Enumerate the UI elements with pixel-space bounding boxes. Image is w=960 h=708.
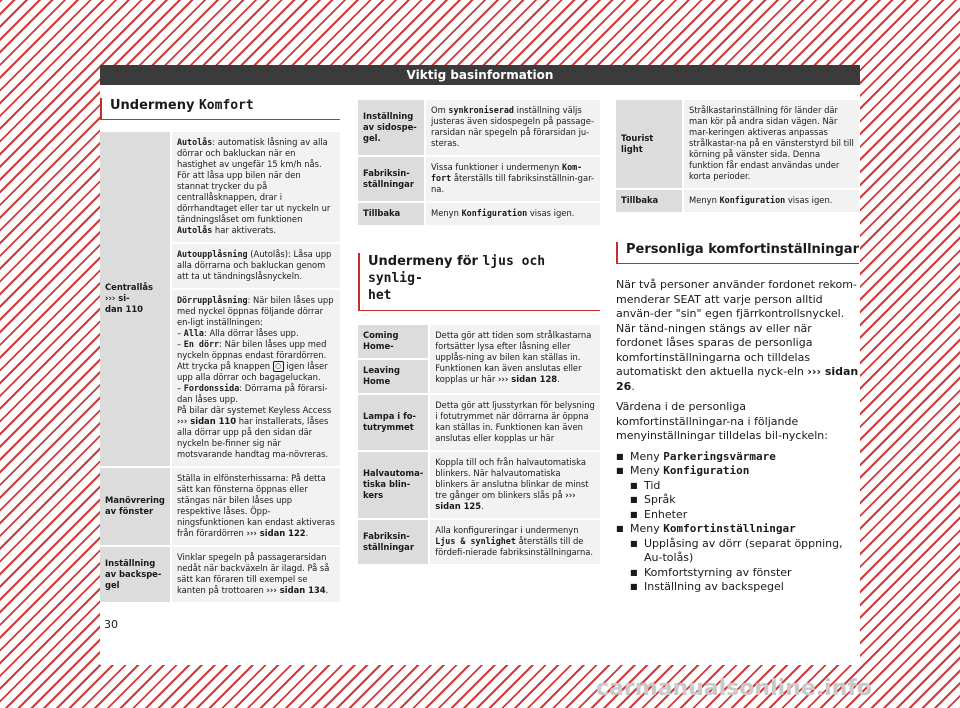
cell-manovrering: Ställa in elfönsterhissarna: På detta sätt kan fönsterna öppnas eller stängas när bilen låses upp respektive låses. Öpp-ningsfunktionen kan endast aktiveras från förardörren ››› sidan 122.	[171, 467, 340, 546]
row-head-manovrering: Manövrering av fönster	[100, 467, 171, 546]
list-item: ■ Upplåsing av dörr (separat öppning, Au-tolås)	[630, 537, 859, 566]
paragraph: När två personer använder fordonet rekom-menderar SEAT att varje person alltid använ-der "sin" egen fjärrkontrollsnyckel. När tänd-ningen stängs av eller när fordonet låses sparas de personliga komfortinställningarna och tilldelas automatiskt den aktuella nyck-eln ››› sidan 26.	[616, 278, 859, 393]
page-number: 30	[104, 618, 118, 631]
row-head-sidospegel: Inställning av sidospe-gel.	[358, 100, 425, 156]
menu-list	[616, 450, 859, 595]
cell-tourist-light: Strålkastarinställning för länder där man kör på andra sidan vägen. När mar-keringen aktiveras anpassas strålkastar-na på en vänsterstyrd bil till körning på vänster sida. Denna funktion får endast användas under korta perioder.	[683, 100, 859, 189]
left-column	[100, 98, 340, 604]
komfort-table-continued	[358, 100, 600, 227]
table-row	[358, 394, 600, 451]
list-item: ■ Meny Parkeringsvärmare	[616, 450, 859, 465]
row-head-tillbaka-ljus: Tillbaka	[616, 189, 683, 213]
table-row	[616, 189, 859, 213]
table-row	[358, 202, 600, 226]
personliga-body	[616, 278, 859, 595]
cell-lampa-fotutrymmet: Detta gör att ljusstyrkan för belysning i fotutrymmet när dörrarna är öppna kan ställas in. Funktionen kan även anslutas eller kopplas ur här	[429, 394, 600, 451]
table-row	[358, 451, 600, 519]
ljus-table-continued	[616, 100, 859, 214]
row-head-fabriksinstallningar-ljus: Fabriksin-ställningar	[358, 519, 429, 565]
row-head-coming-home: Coming Home-	[358, 325, 429, 359]
list-item: ■ Tid	[630, 479, 859, 494]
footer-watermark: carmanualsonline.info	[596, 676, 872, 701]
table-row	[358, 325, 600, 359]
section-title-ljus: Undermeny för ljus och synlig- het	[358, 253, 600, 311]
middle-column	[358, 100, 600, 566]
cell-backspegel: Vinklar spegeln på passagerarsidan nedåt när backväxeln är ilagd. På så sätt kan föraren till exempel se kanten på trottoaren ››› sidan 134.	[171, 546, 340, 603]
cell-fabriksinstallningar: Vissa funktioner i undermenyn Kom-fort återställs till fabriksinställnin-gar-na.	[425, 156, 600, 202]
table-row	[100, 546, 340, 603]
row-head-fabriksinstallningar: Fabriksin-ställningar	[358, 156, 425, 202]
list-item: ■ Inställning av backspegel	[630, 580, 859, 595]
cell-fabriksinstallningar-ljus: Alla konfigureringar i undermenyn Ljus & synlighet återställs till de fördefi-nierade fabriksinställningarna.	[429, 519, 600, 565]
row-head-tourist-light: Tourist light	[616, 100, 683, 189]
cell-tillbaka-ljus: Menyn Konfiguration visas igen.	[683, 189, 859, 213]
page-header: Viktig basinformation	[100, 65, 860, 85]
table-row	[358, 100, 600, 156]
ljus-table	[358, 325, 600, 566]
row-head-tillbaka: Tillbaka	[358, 202, 425, 226]
cell-halvautomatiska-blinkers: Koppla till och från halvautomatiska blinkers. När halvautomatiska blinkers är anslutna blinkar de minst tre gånger om blinkers slås på ››› sidan 125.	[429, 451, 600, 519]
table-row	[100, 132, 340, 243]
table-row	[358, 519, 600, 565]
cell-autoupplasning: Autoupplåsning (Autolås): Låsa upp alla dörrarna och bakluckan genom att ta ut tändningslåsnyckeln.	[171, 243, 340, 289]
section-title-personliga: Personliga komfortinställningar	[616, 242, 859, 264]
cell-coming-leaving-home: Detta gör att tiden som strålkastarna fortsätter lysa efter låsning eller upplås-ning av bilen kan ställas in. Funktionen kan även anslutas eller kopplas ur här ››› sidan 128.	[429, 325, 600, 394]
cell-sidospegel: Om synkroniserad inställning väljs justeras även sidospegeln på passage-rarsidan när spegeln på förarsidan ju-steras.	[425, 100, 600, 156]
list-item: ■ Enheter	[630, 508, 859, 523]
table-row	[100, 467, 340, 546]
list-item: ■ Komfortstyrning av fönster	[630, 566, 859, 581]
row-head-halvautomatiska-blinkers: Halvautoma-tiska blin-kers	[358, 451, 429, 519]
cell-dorrupplasning: Dörrupplåsning: När bilen låses upp med nyckel öppnas följande dörrar en-ligt inställningen: – Alla: Alla dörrar låses upp. – En dörr: När bilen låses upp med nyckeln öppnas endast förardörren. Att trycka på knappen ○ igen låser upp alla dörrar och bagageluckan. – Fordonssida: Dörrarna på förarsi-dan låses upp. På bilar där systemet Keyless Access ››› sidan 110 har installerats, låses alla dörrar upp på den sidan där nyckeln be-finner sig när motsvarande handtag ma-növreras.	[171, 289, 340, 467]
paragraph: Värdena i de personliga komfortinställningar-na i följande menyinställningar tilldelas bil-nyckeln:	[616, 400, 828, 442]
list-item: ■ Meny Komfortinställningar ■ Upplåsing av dörr (separat öppning, Au-tolås) ■ Komfortstyrning av fönster ■ Inställning av backspegel	[616, 522, 859, 595]
right-column	[616, 100, 859, 595]
section-title-komfort: Undermeny Komfort	[100, 98, 340, 120]
table-row	[616, 100, 859, 189]
row-head-centrallas: Centrallås ››› si- dan 110	[100, 132, 171, 467]
cell-tillbaka: Menyn Konfiguration visas igen.	[425, 202, 600, 226]
cell-autolas: Autolås: automatisk låsning av alla dörrar och bakluckan när en hastighet av ungefär 15 km/h nås. För att låsa upp bilen när den stannat trycker du på centrallåsknappen, drar i dörrhandtaget eller tar ut nyckeln ur tändningslåset om funktionen Autolås har aktiverats.	[171, 132, 340, 243]
komfort-table	[100, 132, 340, 604]
table-row	[358, 156, 600, 202]
row-head-leaving-home: Leaving Home	[358, 359, 429, 394]
row-head-lampa-fotutrymmet: Lampa i fo-tutrymmet	[358, 394, 429, 451]
list-item: ■ Språk	[630, 493, 859, 508]
row-head-backspegel: Inställning av backspe-gel	[100, 546, 171, 603]
list-item: ■ Meny Konfiguration ■ Tid ■ Språk ■ Enheter	[616, 464, 859, 522]
lock-button-icon: ○	[273, 361, 284, 372]
